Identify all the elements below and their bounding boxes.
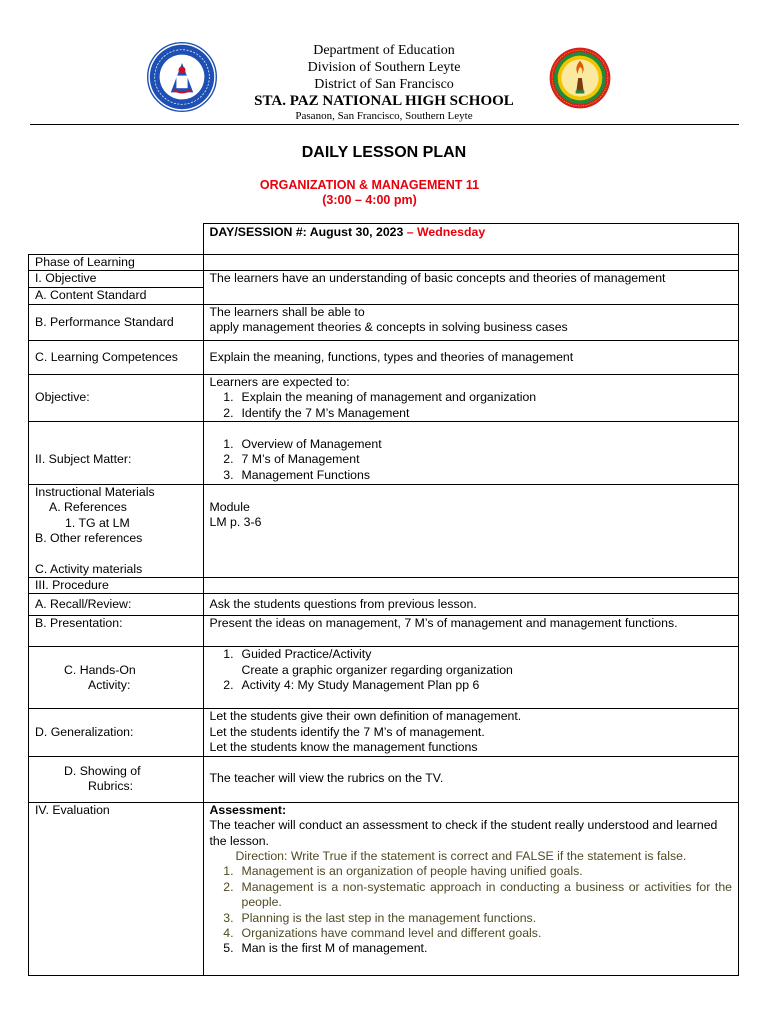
list-item: 2. Identify the 7 M’s Management [223, 405, 410, 420]
evaluation-cell [203, 802, 739, 975]
generalization-line: Let the students give their own definition of management. [209, 709, 522, 724]
list-item: 1. Guided Practice/Activity [223, 647, 372, 662]
evaluation-label: IV. Evaluation [29, 802, 204, 975]
list-item: 3. Management Functions [223, 467, 371, 482]
list-item: 2. Management is a non-systematic approach in conducting a business or activities for the people. [223, 879, 732, 910]
learning-competences-label: C. Learning Competences [29, 340, 204, 374]
district-name: District of San Francisco [314, 77, 454, 92]
activity-materials-label: C. Activity materials [35, 561, 143, 576]
materials-values [203, 485, 739, 578]
list-item: 3. Planning is the last step in the management functions. [223, 910, 537, 925]
table-row [29, 374, 739, 421]
list-item: 1. Management is an organization of people having unified goals. [223, 864, 583, 879]
table-row [29, 255, 739, 271]
rubrics-label: D. Showing of Rubrics: [29, 756, 204, 802]
tg-label: 1. TG at LM [65, 515, 130, 530]
table-row [29, 594, 739, 616]
table-row [29, 340, 739, 374]
generalization-cell [203, 709, 739, 756]
references-label: A. References [49, 500, 127, 515]
content-standard-text: The learners have an understanding of basic concepts and theories of management [203, 271, 739, 304]
performance-standard-cell [203, 304, 739, 340]
table-row [29, 422, 739, 485]
objective-cell [203, 374, 739, 421]
table-row [29, 709, 739, 756]
objective-intro: Learners are expected to: [209, 374, 350, 389]
lesson-plan-table [28, 223, 739, 976]
presentation-text: Present the ideas on management, 7 M’s of management and management functions. [203, 616, 739, 647]
recall-label: A. Recall/Review: [29, 594, 204, 616]
table-row [29, 647, 739, 709]
other-references-label: B. Other references [35, 531, 143, 546]
subject-matter-cell [203, 422, 739, 485]
subject-matter-label: II. Subject Matter: [29, 422, 204, 485]
phase-label: Phase of Learning [29, 255, 204, 271]
recall-text: Ask the students questions from previous lesson. [203, 594, 739, 616]
table-row [29, 802, 739, 975]
generalization-line: Let the students know the management functions [209, 740, 478, 755]
session-date: DAY/SESSION #: August 30, 2023 [209, 225, 404, 239]
table-row [29, 756, 739, 802]
subject-heading [0, 178, 739, 208]
school-name: STA. PAZ NATIONAL HIGH SCHOOL [254, 93, 514, 109]
table-row [29, 304, 739, 340]
table-row [29, 616, 739, 647]
rubrics-text: The teacher will view the rubrics on the TV. [203, 756, 739, 802]
presentation-label: B. Presentation: [29, 616, 204, 647]
direction-text: Direction: Write True if the statement is correct and FALSE if the statement is false. [235, 848, 687, 863]
subject-name: ORGANIZATION & MANAGEMENT 11 [259, 178, 480, 192]
table-row [29, 578, 739, 594]
session-cell [203, 224, 739, 255]
performance-line: apply management theories & concepts in solving business cases [209, 320, 568, 335]
empty-cell [203, 578, 739, 594]
empty-cell [29, 224, 204, 255]
generalization-label: D. Generalization: [29, 709, 204, 756]
list-item: Create a graphic organizer regarding organization [241, 662, 513, 677]
school-address: Pasanon, San Francisco, Southern Leyte [295, 110, 473, 122]
list-item: 2. 7 M’s of Management [223, 452, 360, 467]
module-text: Module [209, 500, 250, 515]
procedure-heading: III. Procedure [29, 578, 204, 594]
list-item: 5. Man is the first M of management. [223, 941, 428, 956]
table-row [29, 485, 739, 578]
list-item: 2. Activity 4: My Study Management Plan pp 6 [223, 678, 480, 693]
table-row [29, 271, 739, 287]
list-item: 4. Organizations have command level and different goals. [223, 925, 542, 940]
division-name: Division of Southern Leyte [307, 60, 461, 75]
department-name: Department of Education [313, 43, 455, 58]
session-day: – Wednesday [403, 225, 486, 239]
lm-pages: LM p. 3-6 [209, 515, 262, 530]
objective-label: Objective: [29, 374, 204, 421]
empty-cell [203, 255, 739, 271]
list-item: 1. Overview of Management [223, 436, 382, 451]
objective-heading: I. Objective [29, 271, 204, 287]
assessment-text: The teacher will conduct an assessment to check if the student really understood and learned the lesson. [209, 818, 718, 848]
assessment-heading: Assessment: [209, 802, 287, 817]
materials-cell [29, 485, 204, 578]
performance-line: The learners shall be able to [209, 304, 365, 319]
document-title: DAILY LESSON PLAN [301, 144, 467, 161]
performance-standard-label: B. Performance Standard [29, 304, 204, 340]
hands-on-label: C. Hands-On Activity: [29, 647, 204, 709]
subject-time: (3:00 – 4:00 pm) [322, 193, 417, 207]
list-item: 1. Explain the meaning of management and organization [223, 390, 537, 405]
content-standard-label: A. Content Standard [29, 287, 204, 304]
learning-competences-text: Explain the meaning, functions, types and theories of management [203, 340, 739, 374]
session-row [29, 224, 739, 255]
header-divider [30, 124, 739, 125]
hands-on-cell [203, 647, 739, 709]
materials-label: Instructional Materials [35, 485, 155, 500]
generalization-line: Let the students identify the 7 M’s of management. [209, 724, 485, 739]
